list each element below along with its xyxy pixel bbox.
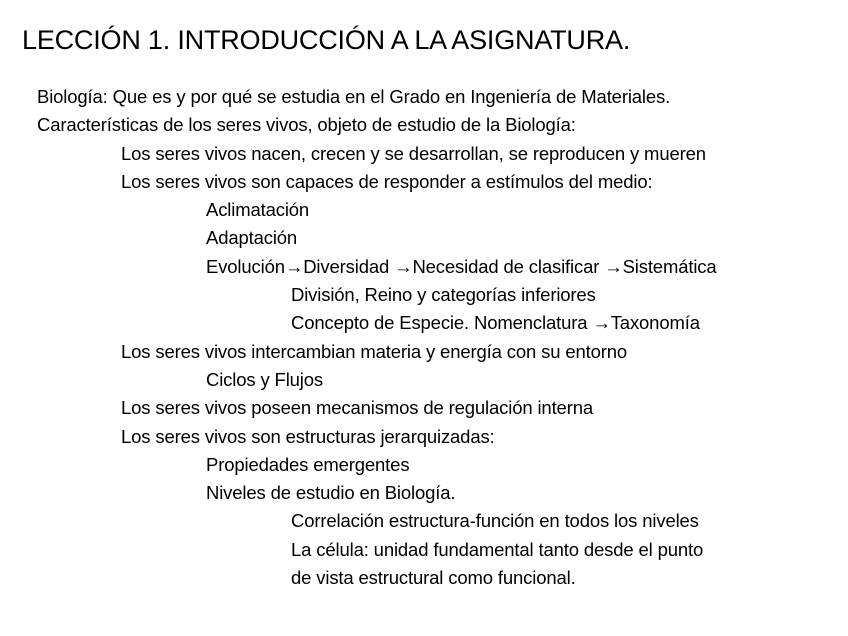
outline-list — [0, 83, 848, 592]
outline-line: Concepto de Especie. Nomenclatura →Taxonomía — [291, 312, 700, 334]
outline-line: Los seres vivos poseen mecanismos de regulación interna — [121, 397, 593, 419]
outline-line: División, Reino y categorías inferiores — [291, 284, 596, 306]
outline-line: Aclimatación — [206, 199, 310, 221]
outline-line: Características de los seres vivos, objeto de estudio de la Biología: — [37, 114, 576, 136]
outline-line: Niveles de estudio en Biología. — [206, 482, 456, 504]
outline-line: Correlación estructura-función en todos los niveles — [291, 510, 699, 532]
outline-line: Evolución→Diversidad →Necesidad de clasificar →Sistemática — [206, 255, 717, 277]
outline-line: La célula: unidad fundamental tanto desde el punto — [291, 538, 704, 560]
outline-line: de vista estructural como funcional. — [291, 567, 576, 589]
slide-title: LECCIÓN 1. INTRODUCCIÓN A LA ASIGNATURA. — [22, 25, 631, 55]
outline-line: Los seres vivos son capaces de responder a estímulos del medio: — [121, 170, 653, 192]
outline-line: Los seres vivos intercambian materia y energía con su entorno — [121, 340, 628, 362]
outline-line: Los seres vivos son estructuras jerarquizadas: — [121, 425, 495, 447]
outline-line: Los seres vivos nacen, crecen y se desarrollan, se reproducen y mueren — [121, 142, 706, 164]
outline-line: Ciclos y Flujos — [206, 368, 323, 390]
outline-line: Biología: Que es y por qué se estudia en el Grado en Ingeniería de Materiales. — [37, 86, 671, 107]
outline-line: Propiedades emergentes — [206, 453, 410, 475]
outline-line: Adaptación — [206, 227, 298, 249]
